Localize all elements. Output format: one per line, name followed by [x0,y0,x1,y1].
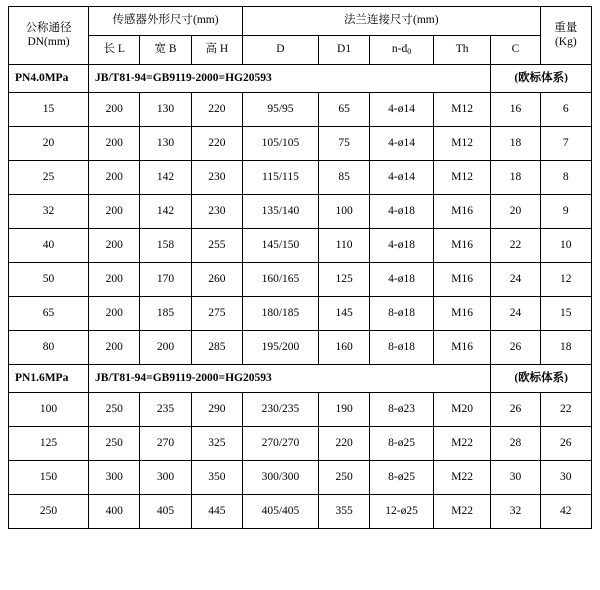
cell-c: 26 [491,393,540,427]
cell-c: 30 [491,461,540,495]
header-weight [540,7,591,65]
cell-h: 230 [191,161,242,195]
cell-l: 250 [89,427,140,461]
cell-nd: 4-ø18 [370,229,434,263]
cell-b: 270 [140,427,191,461]
cell-d: 105/105 [242,127,318,161]
band-standard: JB/T81-94=GB9119-2000=HG20593 [89,365,491,393]
header-c: C [491,36,540,65]
header-width: 宽 B [140,36,191,65]
cell-b: 142 [140,161,191,195]
cell-c: 22 [491,229,540,263]
cell-nd: 8-ø25 [370,461,434,495]
cell-c: 24 [491,263,540,297]
band-header-row [9,65,592,93]
cell-c: 32 [491,495,540,529]
cell-nd: 4-ø14 [370,93,434,127]
cell-d1: 160 [318,331,369,365]
table-row [9,161,592,195]
cell-kg: 10 [540,229,591,263]
header-weight-title: 重量 [554,22,578,35]
cell-th: M12 [433,93,490,127]
cell-l: 200 [89,195,140,229]
cell-kg: 15 [540,297,591,331]
cell-th: M20 [433,393,490,427]
cell-dn: 100 [9,393,89,427]
cell-d: 405/405 [242,495,318,529]
cell-d1: 110 [318,229,369,263]
cell-th: M16 [433,195,490,229]
header-dn-unit: DN(mm) [27,35,70,48]
cell-dn: 250 [9,495,89,529]
band-pressure: PN1.6MPa [9,365,89,393]
cell-nd: 4-ø14 [370,127,434,161]
cell-b: 130 [140,127,191,161]
cell-kg: 8 [540,161,591,195]
table-row [9,427,592,461]
cell-dn: 80 [9,331,89,365]
band-pressure: PN4.0MPa [9,65,89,93]
band-header-row [9,365,592,393]
cell-th: M22 [433,495,490,529]
cell-b: 235 [140,393,191,427]
cell-nd: 8-ø23 [370,393,434,427]
cell-c: 18 [491,127,540,161]
cell-th: M22 [433,427,490,461]
specification-table [8,6,592,529]
table-header [9,7,592,65]
table-body [9,65,592,529]
cell-d1: 85 [318,161,369,195]
table-row [9,393,592,427]
cell-d: 230/235 [242,393,318,427]
cell-d1: 125 [318,263,369,297]
cell-dn: 50 [9,263,89,297]
header-dn [9,7,89,65]
cell-h: 285 [191,331,242,365]
cell-b: 405 [140,495,191,529]
cell-dn: 20 [9,127,89,161]
header-height: 高 H [191,36,242,65]
cell-th: M12 [433,127,490,161]
header-row-groups [9,7,592,36]
cell-d1: 75 [318,127,369,161]
band-note: (欧标体系) [491,65,592,93]
cell-h: 350 [191,461,242,495]
cell-d: 270/270 [242,427,318,461]
band-note: (欧标体系) [491,365,592,393]
cell-h: 255 [191,229,242,263]
cell-d1: 65 [318,93,369,127]
table-row [9,495,592,529]
table-row [9,263,592,297]
cell-c: 20 [491,195,540,229]
cell-h: 275 [191,297,242,331]
cell-dn: 40 [9,229,89,263]
cell-b: 300 [140,461,191,495]
cell-c: 16 [491,93,540,127]
cell-d1: 190 [318,393,369,427]
cell-l: 400 [89,495,140,529]
cell-dn: 25 [9,161,89,195]
cell-d: 115/115 [242,161,318,195]
header-nd-subscript: 0 [407,47,412,57]
header-d1: D1 [318,36,369,65]
cell-kg: 12 [540,263,591,297]
cell-th: M16 [433,297,490,331]
cell-l: 200 [89,297,140,331]
table-row [9,127,592,161]
cell-d1: 220 [318,427,369,461]
header-nd [370,36,434,65]
cell-nd: 12-ø25 [370,495,434,529]
cell-nd: 4-ø14 [370,161,434,195]
cell-c: 24 [491,297,540,331]
cell-b: 142 [140,195,191,229]
header-length: 长 L [89,36,140,65]
table-row [9,461,592,495]
cell-h: 220 [191,93,242,127]
cell-b: 158 [140,229,191,263]
cell-b: 130 [140,93,191,127]
cell-kg: 6 [540,93,591,127]
cell-d: 300/300 [242,461,318,495]
cell-d: 145/150 [242,229,318,263]
cell-d: 180/185 [242,297,318,331]
cell-kg: 22 [540,393,591,427]
header-weight-unit: (Kg) [554,35,577,48]
cell-h: 230 [191,195,242,229]
cell-d: 95/95 [242,93,318,127]
cell-kg: 9 [540,195,591,229]
cell-kg: 30 [540,461,591,495]
cell-th: M22 [433,461,490,495]
header-sensor-group: 传感器外形尺寸(mm) [89,7,243,36]
band-standard: JB/T81-94=GB9119-2000=HG20593 [89,65,491,93]
cell-kg: 18 [540,331,591,365]
cell-d: 195/200 [242,331,318,365]
cell-l: 300 [89,461,140,495]
cell-th: M16 [433,229,490,263]
cell-l: 200 [89,331,140,365]
cell-h: 260 [191,263,242,297]
table-row [9,297,592,331]
table-row [9,195,592,229]
cell-dn: 15 [9,93,89,127]
cell-l: 200 [89,263,140,297]
cell-l: 200 [89,161,140,195]
cell-h: 325 [191,427,242,461]
cell-c: 28 [491,427,540,461]
cell-dn: 150 [9,461,89,495]
cell-dn: 125 [9,427,89,461]
cell-l: 200 [89,127,140,161]
header-d: D [242,36,318,65]
cell-b: 170 [140,263,191,297]
cell-h: 445 [191,495,242,529]
cell-c: 18 [491,161,540,195]
cell-d: 135/140 [242,195,318,229]
cell-l: 200 [89,93,140,127]
cell-l: 200 [89,229,140,263]
cell-dn: 32 [9,195,89,229]
header-th: Th [433,36,490,65]
header-dn-title: 公称通径 [25,22,72,35]
cell-nd: 8-ø18 [370,297,434,331]
cell-kg: 7 [540,127,591,161]
header-flange-group: 法兰连接尺寸(mm) [242,7,540,36]
cell-c: 26 [491,331,540,365]
cell-nd: 8-ø25 [370,427,434,461]
table-row [9,93,592,127]
cell-l: 250 [89,393,140,427]
header-row-columns [9,36,592,65]
cell-h: 220 [191,127,242,161]
cell-th: M12 [433,161,490,195]
cell-kg: 42 [540,495,591,529]
cell-h: 290 [191,393,242,427]
cell-d1: 250 [318,461,369,495]
cell-d1: 100 [318,195,369,229]
cell-nd: 4-ø18 [370,263,434,297]
table-row [9,229,592,263]
cell-d1: 145 [318,297,369,331]
table-row [9,331,592,365]
header-nd-text: n-d [391,43,408,56]
cell-th: M16 [433,263,490,297]
cell-nd: 8-ø18 [370,331,434,365]
cell-d1: 355 [318,495,369,529]
cell-nd: 4-ø18 [370,195,434,229]
cell-th: M16 [433,331,490,365]
cell-d: 160/165 [242,263,318,297]
cell-kg: 26 [540,427,591,461]
cell-b: 200 [140,331,191,365]
cell-dn: 65 [9,297,89,331]
cell-b: 185 [140,297,191,331]
